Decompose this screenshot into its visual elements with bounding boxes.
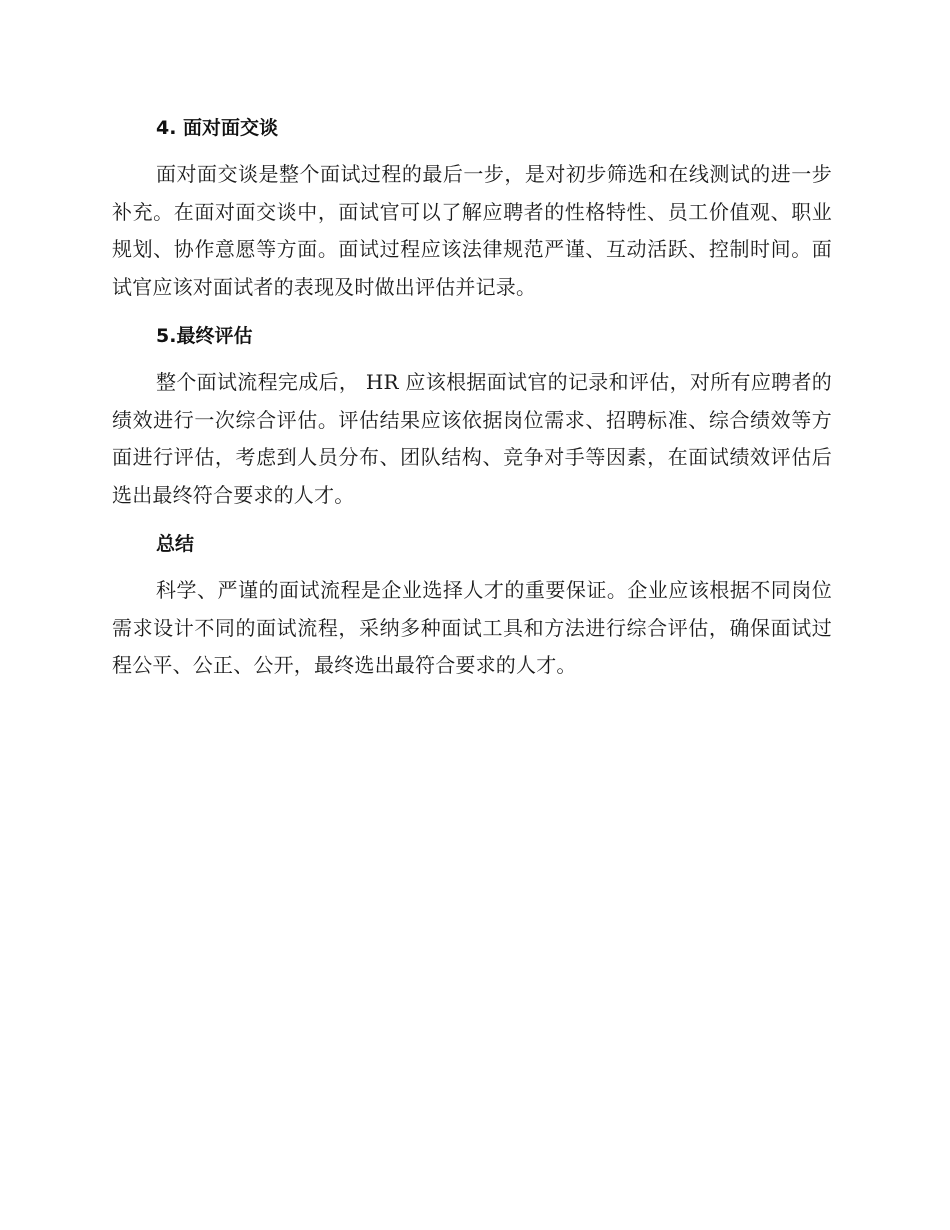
- section-paragraph-final-evaluation: 整个面试流程完成后， HR 应该根据面试官的记录和评估，对所有应聘者的绩效进行一次综合评估。评估结果应该依据岗位需求、招聘标准、综合绩效等方面进行评估，考虑到人员分布、团队结构、竞争对手等因素，在面试绩效评估后选出最终符合要求的人才。: [112, 370, 832, 507]
- section-paragraph-summary: 科学、严谨的面试流程是企业选择人才的重要保证。企业应该根据不同岗位需求设计不同的面试流程，采纳多种面试工具和方法进行综合评估，确保面试过程公平、公正、公开，最终选出最符合要求的人才。: [112, 578, 832, 677]
- section-heading-summary: 总结: [156, 533, 195, 555]
- section-paragraph-face-to-face: 面对面交谈是整个面试过程的最后一步，是对初步筛选和在线测试的进一步补充。在面对面交谈中，面试官可以了解应聘者的性格特性、员工价值观、职业规划、协作意愿等方面。面试过程应该法律规范严谨、互动活跃、控制时间。面试官应该对面试者的表现及时做出评估并记录。: [112, 162, 832, 299]
- section-heading-face-to-face: 4. 面对面交谈: [156, 117, 279, 139]
- document-body: [112, 110, 832, 697]
- section-heading-final-evaluation: 5.最终评估: [156, 325, 253, 347]
